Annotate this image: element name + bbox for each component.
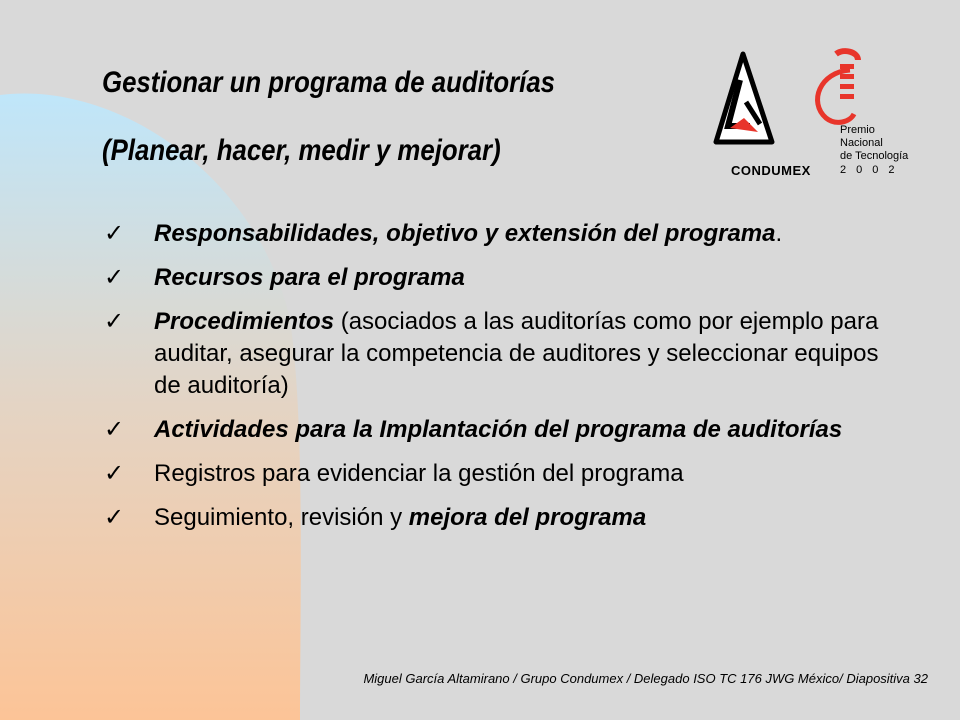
checkmark-icon: ✓: [104, 460, 125, 487]
bullet-text-bold: mejora del programa: [408, 504, 647, 531]
bullet-text: Registros para evidenciar la gestión del programa: [154, 460, 684, 487]
bullet-item: [104, 262, 894, 294]
bullet-item: [104, 458, 894, 490]
bullet-text-bold: Responsabilidades, objetivo y extensión del programa: [154, 220, 776, 247]
premio-line-3: de Tecnología: [840, 150, 909, 162]
checkmark-icon: ✓: [104, 264, 125, 291]
bullet-text: Seguimiento, revisión y: [154, 504, 409, 531]
checkmark-icon: ✓: [104, 416, 125, 443]
premio-year: 2002: [840, 164, 905, 176]
slide-title-line2: (Planear, hacer, medir y mejorar): [102, 134, 501, 167]
bullet-item: [104, 414, 894, 446]
condumex-logo-icon: [716, 54, 772, 142]
bullet-text-bold: Actividades para la Implantación del programa de auditorías: [154, 416, 843, 443]
premio-line-1: Premio: [840, 124, 875, 136]
bullet-item: [104, 306, 894, 402]
slide-footer: Miguel García Altamirano / Grupo Condumex / Delegado ISO TC 176 JWG México/ Diapositiva 32: [363, 671, 928, 686]
bullet-list: [104, 218, 894, 546]
bullet-item: [104, 502, 894, 534]
premio-line-2: Nacional: [840, 137, 883, 149]
bullet-text-bold: Recursos para el programa: [154, 264, 465, 291]
premio-nacional-text: [840, 124, 908, 163]
checkmark-icon: ✓: [104, 308, 125, 335]
premio-nacional-logo-icon: [818, 51, 858, 122]
checkmark-icon: ✓: [104, 220, 125, 247]
bullet-text-bold: Procedimientos: [154, 308, 335, 335]
bullet-text: .: [775, 220, 783, 247]
checkmark-icon: ✓: [104, 504, 125, 531]
bullet-item: [104, 218, 894, 250]
bullet-text: (asociados a las auditorías como por ejemplo para auditar, asegurar la competencia de auditores y seleccionar equipos de auditoría): [154, 308, 879, 399]
slide-title-line1: Gestionar un programa de auditorías: [102, 66, 556, 99]
condumex-label: CONDUMEX: [731, 163, 811, 178]
